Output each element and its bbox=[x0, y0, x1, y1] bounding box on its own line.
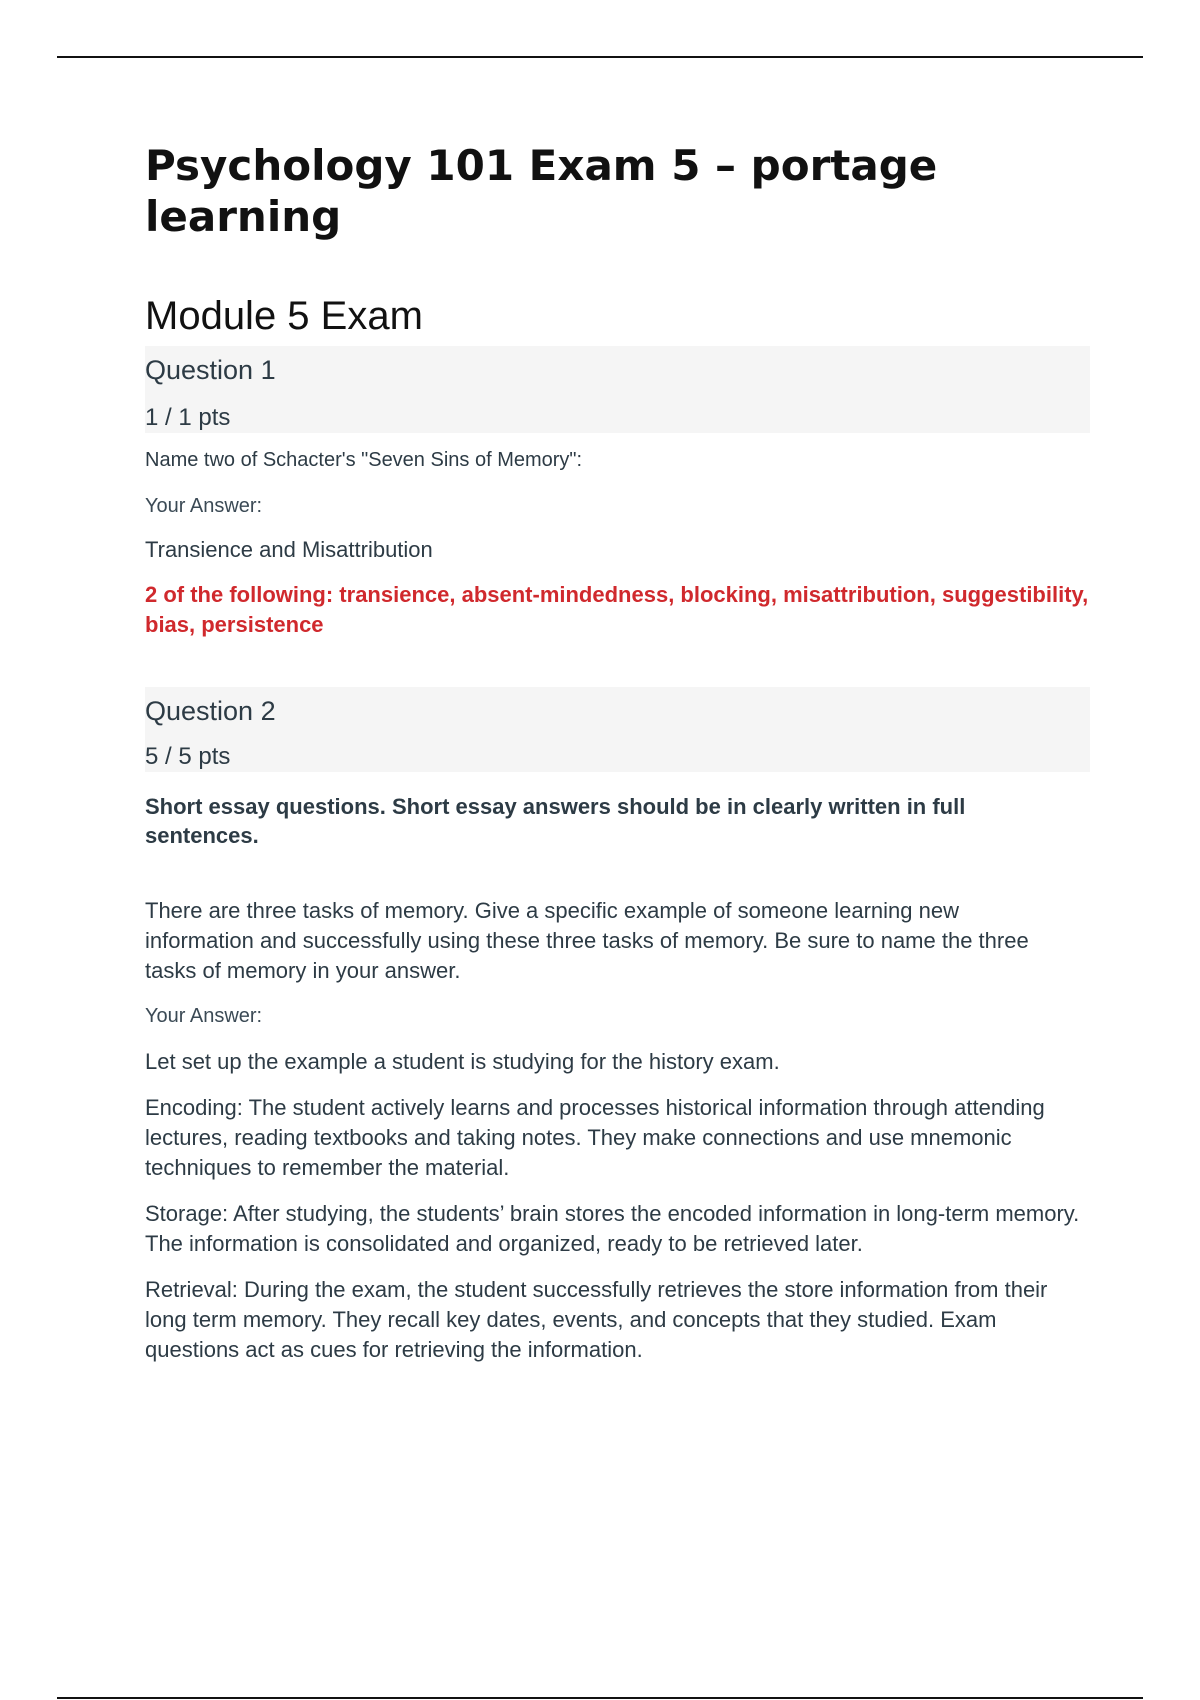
question-points: 5 / 5 pts bbox=[145, 743, 231, 770]
answer-paragraph: Encoding: The student actively learns and processes historical information through attending lectures, reading textbooks and taking notes. They make connections and use mnemonic techniques to remember the material. bbox=[145, 1095, 1045, 1180]
user-answer: Transience and Misattribution bbox=[145, 537, 433, 562]
answer-paragraph: Retrieval: During the exam, the student successfully retrieves the store information from their long term memory. They recall key dates, events, and concepts that they studied. Exam questions act as cues for retrieving the information. bbox=[145, 1277, 1048, 1362]
question-2 bbox=[145, 687, 1090, 1365]
answer-label: Your Answer: bbox=[145, 495, 263, 517]
module-title: Module 5 Exam bbox=[145, 294, 423, 338]
document-title: Psychology 101 Exam 5 – portage learning bbox=[145, 141, 938, 241]
question-title: Question 2 bbox=[145, 696, 276, 726]
bottom-divider bbox=[57, 1697, 1143, 1699]
question-1 bbox=[145, 346, 1090, 640]
question-title: Question 1 bbox=[145, 355, 276, 385]
question-instructions: Short essay questions. Short essay answers should be in clearly written in full sentences. bbox=[145, 794, 966, 848]
question-header bbox=[145, 346, 1090, 433]
question-prompt: Name two of Schacter's "Seven Sins of Memory": bbox=[145, 449, 583, 471]
question-points: 1 / 1 pts bbox=[145, 404, 231, 431]
correct-answer: 2 of the following: transience, absent-mindedness, blocking, misattribution, suggestibility, bias, persistence bbox=[145, 582, 1089, 637]
answer-paragraph: Storage: After studying, the students’ brain stores the encoded information in long-term memory. The information is consolidated and organized, ready to be retrieved later. bbox=[145, 1201, 1080, 1256]
document-content bbox=[145, 140, 1090, 1365]
answer-paragraph: Let set up the example a student is studying for the history exam. bbox=[145, 1049, 780, 1074]
question-prompt: There are three tasks of memory. Give a specific example of someone learning new information and successfully using these three tasks of memory. Be sure to name the three tasks of memory in your answer. bbox=[145, 898, 1029, 983]
top-divider bbox=[57, 56, 1143, 58]
question-header bbox=[145, 687, 1090, 772]
answer-label: Your Answer: bbox=[145, 1005, 263, 1027]
